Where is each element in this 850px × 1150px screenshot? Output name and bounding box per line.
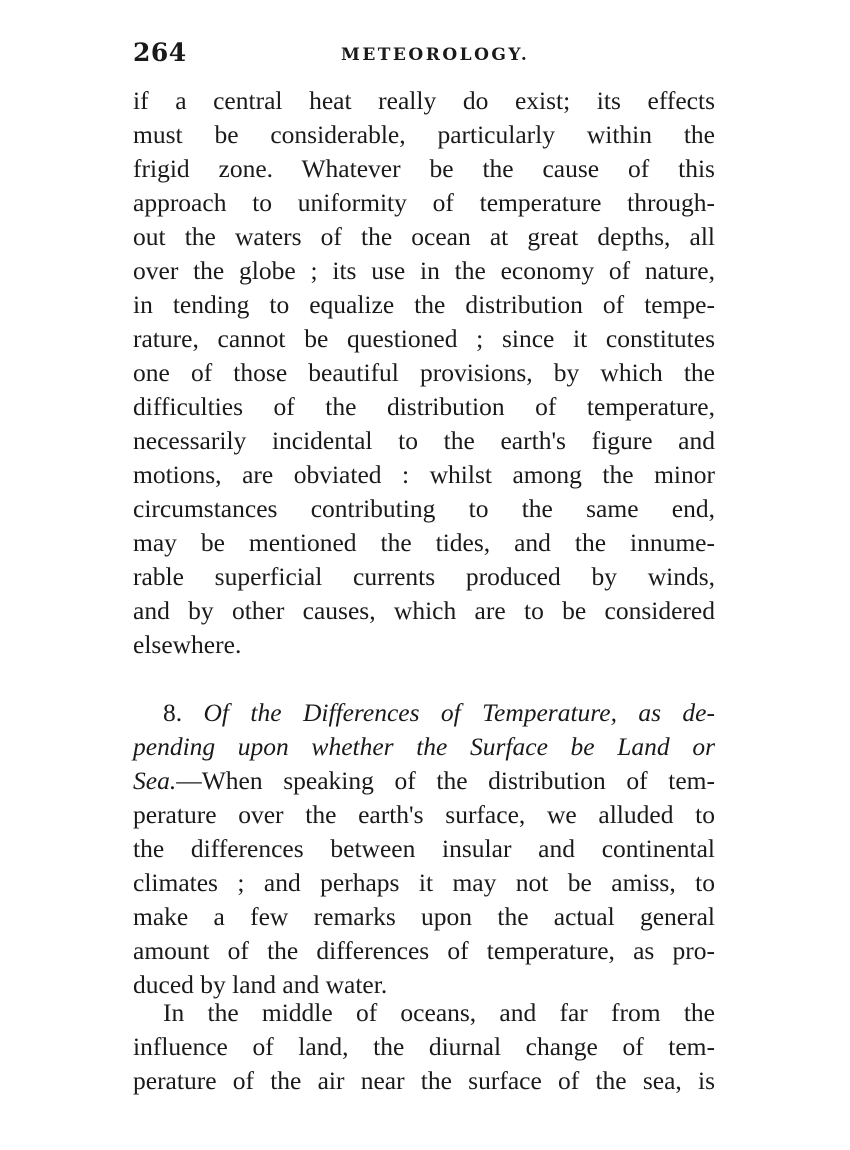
text-line: influence of land, the diurnal change of tem- (133, 1032, 715, 1061)
text-line: out the waters of the ocean at great depths, all (133, 222, 715, 251)
text-line: and by other causes, which are to be considered (133, 596, 715, 625)
text-line: in tending to equalize the distribution of tempe- (133, 290, 715, 319)
page-number: 264 (133, 38, 187, 67)
text-line: rature, cannot be questioned ; since it constitutes (133, 324, 715, 353)
section-heading-line (133, 696, 715, 730)
text-line: frigid zone. Whatever be the cause of this (133, 154, 715, 183)
section-title-part: pending upon whether the Surface be Land or (133, 732, 715, 761)
paragraph (133, 996, 715, 1098)
text-line: make a few remarks upon the actual general (133, 902, 715, 931)
text-line: one of those beautiful provisions, by which the (133, 358, 715, 387)
running-head: METEOROLOGY. (341, 45, 530, 65)
text-line: if a central heat really do exist; its effects (133, 86, 715, 115)
text-line: amount of the differences of temperature, as pro- (133, 936, 715, 965)
section-8 (133, 696, 715, 1002)
text-line: rable superficial currents produced by winds, (133, 562, 715, 591)
text-line: approach to uniformity of temperature through- (133, 188, 715, 217)
text-line: climates ; and perhaps it may not be amiss, to (133, 868, 715, 897)
text-line: elsewhere. (133, 630, 242, 659)
text-line: perature over the earth's surface, we alluded to (133, 800, 715, 829)
text-line: difficulties of the distribution of temperature, (133, 392, 715, 421)
text-line: In the middle of oceans, and far from the (163, 998, 715, 1027)
paragraph-continuation (133, 84, 715, 662)
section-heading-line (133, 764, 715, 798)
section-title-part: Of the Differences of Temperature, as de- (203, 698, 715, 727)
text-line: duced by land and water. (133, 970, 388, 999)
text-line: circumstances contributing to the same end, (133, 494, 715, 523)
text-line: over the globe ; its use in the economy of nature, (133, 256, 715, 285)
text-line: must be considerable, particularly within the (133, 120, 715, 149)
text-line: the differences between insular and continental (133, 834, 715, 863)
section-number: 8. (163, 698, 183, 727)
text-line: perature of the air near the surface of the sea, is (133, 1066, 715, 1095)
section-title-part: Sea. (133, 766, 177, 795)
text-line: necessarily incidental to the earth's figure and (133, 426, 715, 455)
text-line: motions, are obviated : whilst among the minor (133, 460, 715, 489)
text-line: may be mentioned the tides, and the innume- (133, 528, 715, 557)
page-header (133, 38, 715, 72)
text-line: —When speaking of the distribution of tem- (176, 766, 715, 795)
